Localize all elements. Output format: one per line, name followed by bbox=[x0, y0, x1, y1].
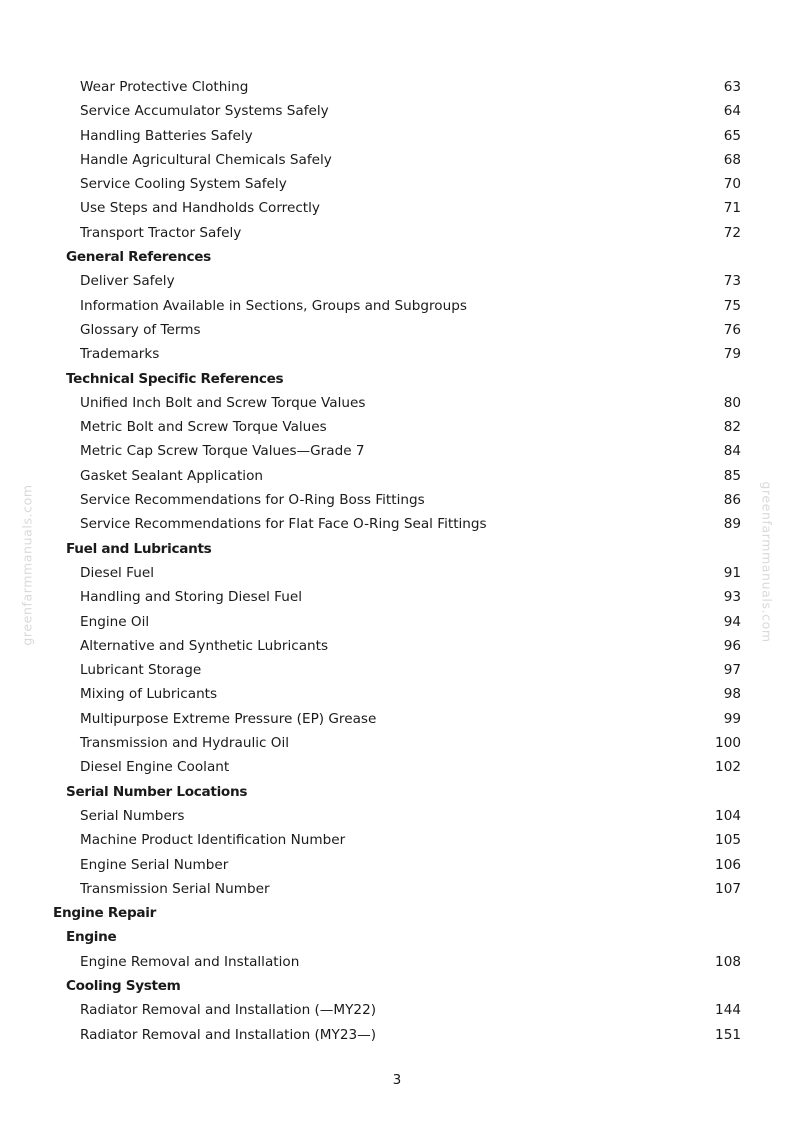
toc-entry[interactable] bbox=[0, 707, 794, 731]
toc-entry-page: 107 bbox=[715, 880, 741, 897]
toc-entry[interactable] bbox=[0, 196, 794, 220]
toc-entry-title: Engine Repair bbox=[53, 905, 157, 922]
toc-entry-page: 80 bbox=[723, 394, 741, 411]
toc-entry-title: Transmission and Hydraulic Oil bbox=[80, 735, 290, 752]
toc-entry[interactable] bbox=[0, 488, 794, 512]
toc-entry-title: Handling and Storing Diesel Fuel bbox=[80, 589, 302, 606]
toc-entry[interactable] bbox=[0, 731, 794, 755]
toc-entry[interactable] bbox=[0, 682, 794, 706]
toc-entry[interactable] bbox=[0, 148, 794, 172]
toc-entry-page: 151 bbox=[715, 1026, 741, 1043]
toc-entry-page: 104 bbox=[715, 807, 741, 824]
toc-entry[interactable] bbox=[0, 172, 794, 196]
toc-entry-page: 86 bbox=[723, 492, 741, 509]
toc-entry-page: 75 bbox=[723, 297, 741, 314]
toc-entry-title: Diesel Fuel bbox=[80, 564, 154, 581]
toc-entry-title: Glossary of Terms bbox=[80, 321, 201, 338]
toc-entry-title: Cooling System bbox=[66, 977, 181, 994]
toc-entry-title: Use Steps and Handholds Correctly bbox=[80, 200, 320, 217]
toc-entry[interactable] bbox=[0, 221, 794, 245]
watermark-left: greenfarmmanuals.com bbox=[19, 484, 35, 646]
toc-entry-page: 82 bbox=[723, 419, 741, 436]
toc-entry-page: 99 bbox=[723, 710, 741, 727]
toc-entry[interactable] bbox=[0, 391, 794, 415]
toc-entry[interactable] bbox=[0, 998, 794, 1022]
toc-entry-title: Engine Oil bbox=[80, 613, 150, 630]
toc-entry[interactable] bbox=[0, 877, 794, 901]
toc-entry-page: 73 bbox=[723, 273, 741, 290]
toc-entry-title: Deliver Safely bbox=[80, 273, 175, 290]
toc-entry[interactable] bbox=[0, 269, 794, 293]
toc-entry-title: General References bbox=[66, 249, 211, 266]
toc-entry-title: Machine Product Identification Number bbox=[80, 832, 346, 849]
toc-entry[interactable] bbox=[0, 828, 794, 852]
toc-entry-title: Mixing of Lubricants bbox=[80, 686, 218, 703]
toc-entry[interactable] bbox=[0, 950, 794, 974]
toc-entry-page: 71 bbox=[723, 200, 741, 217]
toc-section-heading bbox=[0, 974, 794, 998]
toc-section-heading bbox=[0, 925, 794, 949]
toc-entry-title: Service Recommendations for O-Ring Boss Fittings bbox=[80, 492, 425, 509]
toc-entry-title: Serial Numbers bbox=[80, 807, 185, 824]
toc-entry-title: Transmission Serial Number bbox=[80, 880, 270, 897]
toc-entry-title: Unified Inch Bolt and Screw Torque Values bbox=[80, 394, 366, 411]
toc-entry[interactable] bbox=[0, 342, 794, 366]
toc-entry[interactable] bbox=[0, 124, 794, 148]
toc-entry-page: 76 bbox=[723, 321, 741, 338]
toc-entry-title: Metric Cap Screw Torque Values—Grade 7 bbox=[80, 443, 365, 460]
toc-entry[interactable] bbox=[0, 99, 794, 123]
toc-entry[interactable] bbox=[0, 464, 794, 488]
toc-section-heading bbox=[0, 780, 794, 804]
toc-entry[interactable] bbox=[0, 585, 794, 609]
toc-entry[interactable] bbox=[0, 415, 794, 439]
toc-entry-title: Radiator Removal and Installation (MY23—) bbox=[80, 1026, 377, 1043]
toc-entry-page: 144 bbox=[715, 1002, 741, 1019]
toc-entry-title: Service Recommendations for Flat Face O-Ring Seal Fittings bbox=[80, 516, 487, 533]
toc-entry[interactable] bbox=[0, 75, 794, 99]
toc-entry-title: Alternative and Synthetic Lubricants bbox=[80, 637, 329, 654]
toc-entry-title: Handling Batteries Safely bbox=[80, 127, 253, 144]
toc-entry[interactable] bbox=[0, 658, 794, 682]
toc-entry-title: Service Cooling System Safely bbox=[80, 176, 287, 193]
toc-entry-page: 63 bbox=[723, 79, 741, 95]
toc-entry-page: 93 bbox=[723, 589, 741, 606]
toc-entry-page: 68 bbox=[723, 151, 741, 168]
toc-entry-page: 79 bbox=[723, 346, 741, 363]
toc-entry-title: Service Accumulator Systems Safely bbox=[80, 103, 329, 120]
toc-entry-page: 70 bbox=[723, 176, 741, 193]
toc-entry[interactable] bbox=[0, 318, 794, 342]
table-of-contents bbox=[0, 75, 794, 1047]
toc-entry[interactable] bbox=[0, 512, 794, 536]
toc-entry-title: Wear Protective Clothing bbox=[80, 79, 249, 95]
toc-entry-title: Gasket Sealant Application bbox=[80, 467, 263, 484]
toc-entry-title: Engine Serial Number bbox=[80, 856, 229, 873]
toc-entry-page: 91 bbox=[723, 564, 741, 581]
toc-section-heading bbox=[0, 901, 794, 925]
toc-section-heading bbox=[0, 367, 794, 391]
toc-entry-title: Fuel and Lubricants bbox=[66, 540, 212, 557]
toc-entry-title: Metric Bolt and Screw Torque Values bbox=[80, 419, 327, 436]
toc-entry[interactable] bbox=[0, 610, 794, 634]
toc-entry[interactable] bbox=[0, 1023, 794, 1047]
toc-entry-title: Trademarks bbox=[80, 346, 160, 363]
toc-entry-page: 89 bbox=[723, 516, 741, 533]
toc-entry[interactable] bbox=[0, 561, 794, 585]
toc-entry[interactable] bbox=[0, 294, 794, 318]
toc-entry-title: Diesel Engine Coolant bbox=[80, 759, 230, 776]
toc-entry-page: 108 bbox=[715, 953, 741, 970]
toc-section-heading bbox=[0, 537, 794, 561]
toc-entry-title: Engine Removal and Installation bbox=[80, 953, 300, 970]
toc-entry-page: 98 bbox=[723, 686, 741, 703]
toc-section-heading bbox=[0, 245, 794, 269]
toc-entry[interactable] bbox=[0, 755, 794, 779]
toc-entry-page: 105 bbox=[715, 832, 741, 849]
watermark-right: greenfarmmanuals.com bbox=[759, 481, 775, 643]
toc-entry-title: Handle Agricultural Chemicals Safely bbox=[80, 151, 332, 168]
toc-entry-title: Lubricant Storage bbox=[80, 662, 202, 679]
toc-entry-title: Technical Specific References bbox=[66, 370, 284, 387]
toc-entry-page: 96 bbox=[723, 637, 741, 654]
toc-entry-title: Transport Tractor Safely bbox=[80, 224, 242, 241]
toc-entry-page: 64 bbox=[723, 103, 741, 120]
toc-entry-page: 102 bbox=[715, 759, 741, 776]
toc-entry-page: 85 bbox=[723, 467, 741, 484]
toc-entry-page: 100 bbox=[715, 735, 741, 752]
toc-entry[interactable] bbox=[0, 634, 794, 658]
page-number: 3 bbox=[392, 1072, 402, 1088]
toc-entry-title: Engine bbox=[66, 929, 117, 946]
toc-entry-title: Radiator Removal and Installation (—MY22) bbox=[80, 1002, 377, 1019]
toc-entry-title: Information Available in Sections, Groups and Subgroups bbox=[80, 297, 467, 314]
toc-entry-title: Serial Number Locations bbox=[66, 783, 248, 800]
toc-entry-page: 94 bbox=[723, 613, 741, 630]
toc-entry-title: Multipurpose Extreme Pressure (EP) Grease bbox=[80, 710, 377, 727]
toc-entry-page: 72 bbox=[723, 224, 741, 241]
toc-entry-page: 106 bbox=[715, 856, 741, 873]
toc-entry[interactable] bbox=[0, 853, 794, 877]
toc-entry-page: 84 bbox=[723, 443, 741, 460]
toc-entry-page: 97 bbox=[723, 662, 741, 679]
toc-entry[interactable] bbox=[0, 804, 794, 828]
toc-entry-page: 65 bbox=[723, 127, 741, 144]
toc-entry[interactable] bbox=[0, 439, 794, 463]
